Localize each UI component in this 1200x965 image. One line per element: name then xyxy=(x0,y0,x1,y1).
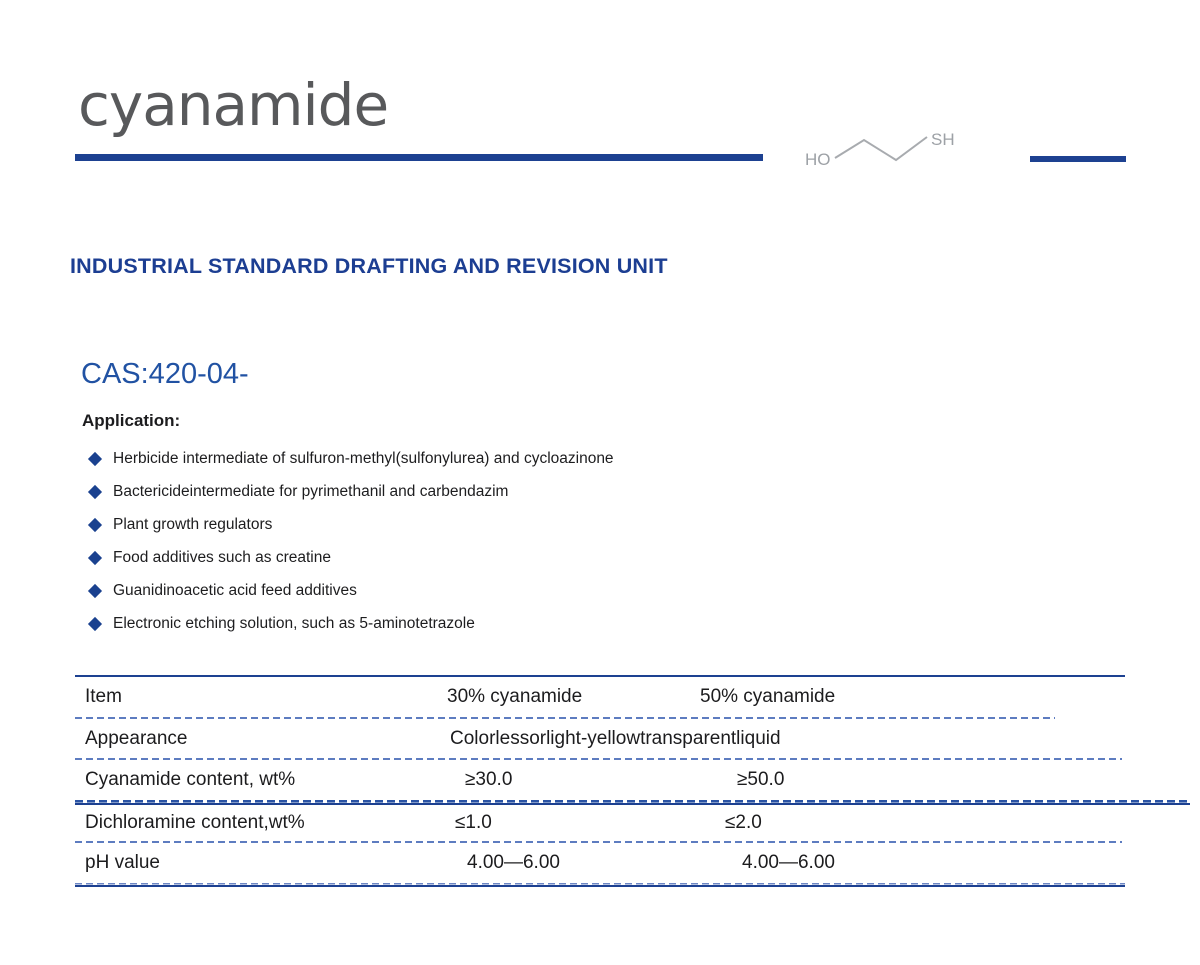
application-item-text: Guanidinoacetic acid feed additives xyxy=(113,582,357,599)
table-row-ph-value xyxy=(75,843,1125,883)
row-value-30pct: ≤1.0 xyxy=(455,812,492,833)
molecule-bond-lines xyxy=(835,137,927,160)
accent-line xyxy=(1030,156,1126,162)
application-item xyxy=(88,449,614,469)
cas-number: CAS:420-04- xyxy=(81,358,249,390)
spec-table xyxy=(75,675,1125,887)
application-list xyxy=(88,449,614,647)
table-row-appearance xyxy=(75,719,1125,758)
diamond-bullet-icon xyxy=(88,518,102,532)
diamond-bullet-icon xyxy=(88,584,102,598)
row-label: pH value xyxy=(85,852,160,873)
application-item xyxy=(88,581,614,601)
row-value-30pct: 4.00—6.00 xyxy=(467,852,560,873)
application-item xyxy=(88,515,614,535)
application-item xyxy=(88,614,614,634)
application-item-text: Bactericideintermediate for pyrimethanil and carbendazim xyxy=(113,483,509,500)
row-label: Cyanamide content, wt% xyxy=(85,769,296,790)
application-item-text: Electronic etching solution, such as 5-aminotetrazole xyxy=(113,615,475,632)
table-header-row xyxy=(75,677,1125,717)
application-label: Application: xyxy=(82,411,181,430)
application-item xyxy=(88,482,614,502)
mercaptoethanol-structure-icon xyxy=(795,122,975,177)
row-label: Dichloramine content,wt% xyxy=(85,812,305,833)
row-value-30pct: ≥30.0 xyxy=(465,769,513,790)
application-item-text: Herbicide intermediate of sulfuron-methyl(sulfonylurea) and cycloazinone xyxy=(113,450,614,467)
table-row-dichloramine-content xyxy=(75,805,1125,841)
row-value-50pct: ≥50.0 xyxy=(737,769,785,790)
diamond-bullet-icon xyxy=(88,617,102,631)
table-row-cyanamide-content xyxy=(75,760,1125,800)
row-value-span: Colorlessorlight-yellowtransparentliquid xyxy=(450,727,781,749)
column-header-item: Item xyxy=(85,686,122,707)
molecule-label-sh: SH xyxy=(931,130,955,149)
table-bottom-border xyxy=(75,883,1125,887)
page-title: cyanamide xyxy=(78,71,389,139)
row-value-50pct: ≤2.0 xyxy=(725,812,762,833)
application-item-text: Food additives such as creatine xyxy=(113,549,331,566)
column-header-30pct: 30% cyanamide xyxy=(447,686,583,707)
standard-heading: INDUSTRIAL STANDARD DRAFTING AND REVISION UNIT xyxy=(70,254,668,278)
diamond-bullet-icon xyxy=(88,551,102,565)
application-item-text: Plant growth regulators xyxy=(113,516,273,533)
row-label: Appearance xyxy=(85,727,188,749)
diamond-bullet-icon xyxy=(88,452,102,466)
application-item xyxy=(88,548,614,568)
diamond-bullet-icon xyxy=(88,485,102,499)
column-header-50pct: 50% cyanamide xyxy=(700,686,836,707)
title-underline xyxy=(75,154,763,161)
molecule-label-ho: HO xyxy=(805,150,831,169)
row-value-50pct: 4.00—6.00 xyxy=(742,852,835,873)
